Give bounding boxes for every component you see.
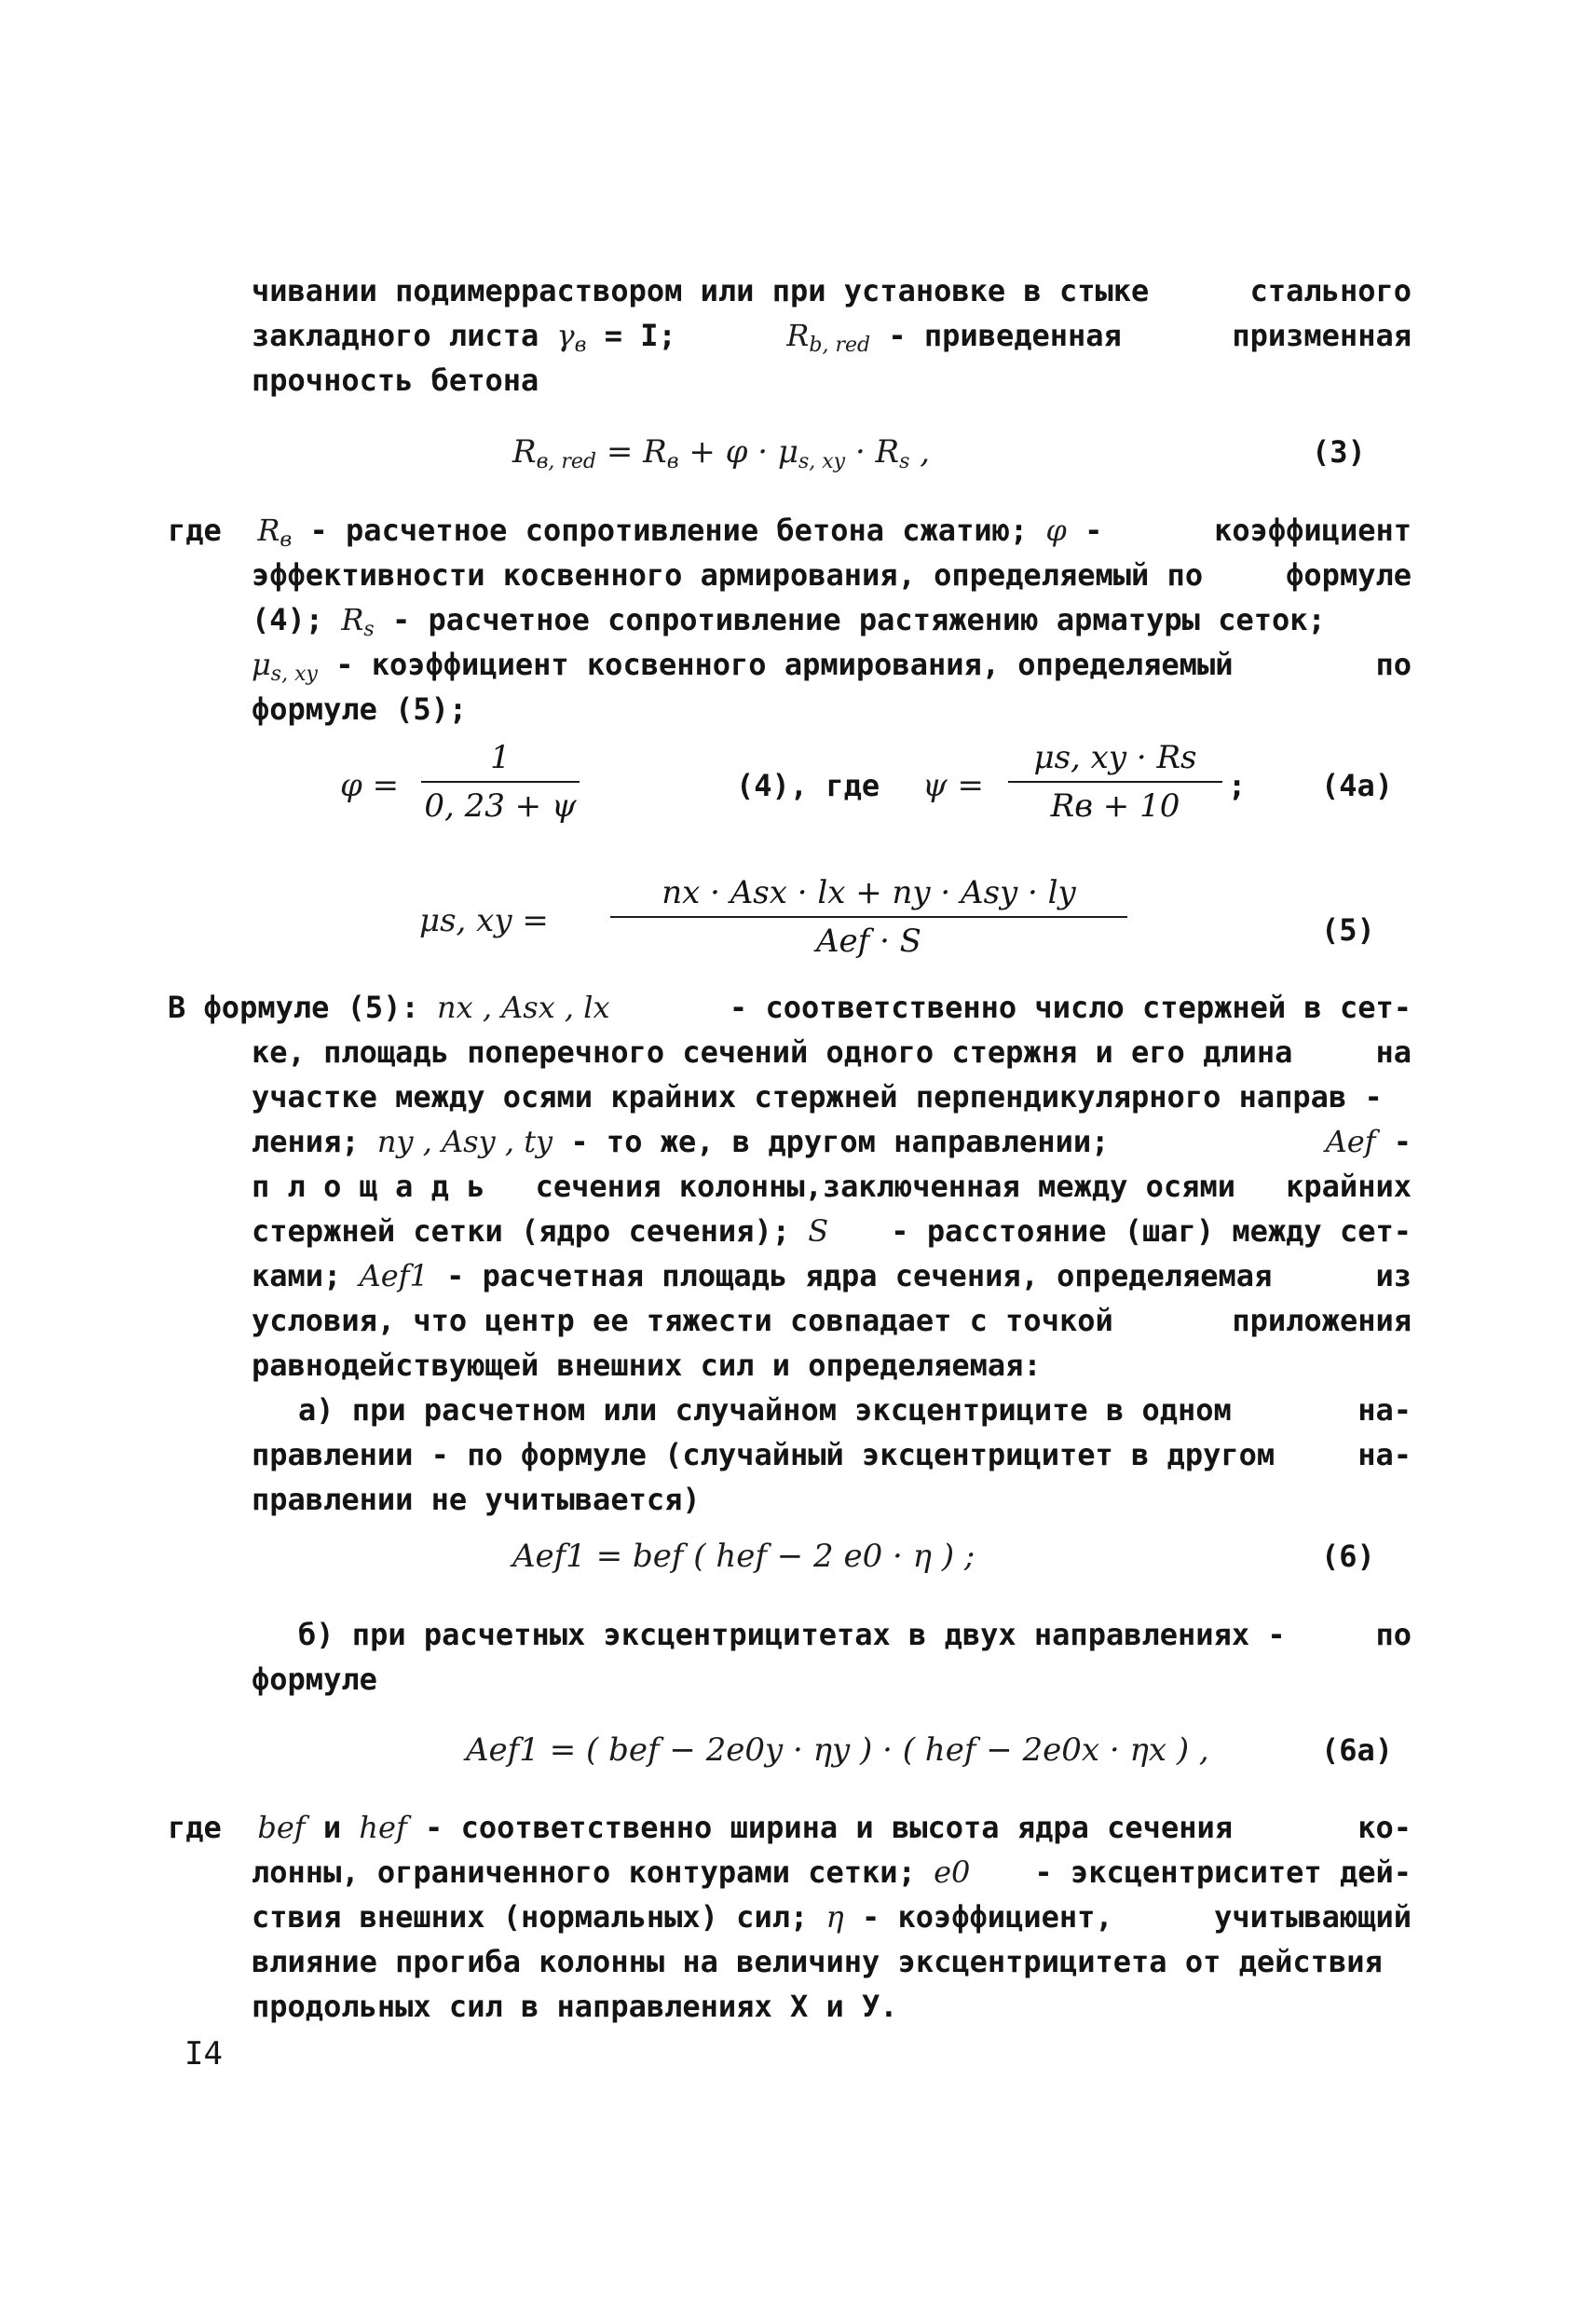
text: $\mu_{s, xy}$ - коэффициент косвенного армирования, определяемый (252, 647, 1234, 686)
text: - эксцентриситет дей- (1034, 1854, 1412, 1890)
text: ко- (1357, 1810, 1412, 1845)
intro-line-3: прочность бетона (252, 363, 539, 398)
equation-5-fraction: nx · Asx · lx + ny · Asy · ly Aef · S (610, 871, 1127, 963)
where2-line-1 (168, 1805, 1412, 1850)
text: призменная (1232, 318, 1412, 353)
text: б) при расчетных эксцентрицитетах в двух направлениях - (298, 1617, 1286, 1652)
text: а) при расчетном или случайном эксцентриците в одном (298, 1392, 1232, 1428)
case-a-line-1 (298, 1388, 1412, 1432)
where2-line-2 (252, 1850, 1412, 1895)
text: - расстояние (шаг) между сет- (891, 1213, 1412, 1249)
equation-4-lhs: φ = (340, 767, 400, 804)
equation-4a-fraction: μs, xy · Rs Rв + 10 (1008, 736, 1222, 828)
text: закладного листа $\gamma_в = I$; (252, 318, 676, 357)
text: на (1375, 1034, 1412, 1070)
para5-line-1 (168, 985, 1412, 1030)
text: формуле (1286, 557, 1412, 593)
intro-line-1 (252, 268, 1412, 313)
para5-line-4 (252, 1119, 1412, 1164)
page-number: I4 (184, 2035, 223, 2073)
text: по (1375, 1617, 1412, 1652)
para5-line-2 (252, 1030, 1412, 1074)
text: где $R_в$ - расчетное сопротивление бетона сжатию; φ - (168, 513, 1103, 552)
para5-line-5 (252, 1164, 1412, 1209)
para5-line-8 (252, 1298, 1412, 1343)
equation-6: Aef1 = bef ( hef − 2 e0 · η ) ; (512, 1538, 975, 1575)
where2-line-4: влияние прогиба колонны на величину эксцентрицитета от действия (252, 1944, 1383, 1979)
text: ления; ny , Asy , ty - то же, в другом направлении; (252, 1124, 1110, 1159)
equation-4a-semicolon: ; (1228, 768, 1247, 803)
equation-4a-number: (4а) (1321, 768, 1394, 803)
text: приложения (1232, 1303, 1412, 1338)
text: ками; Aef1 - расчетная площадь ядра сечения, определяемая (252, 1258, 1273, 1293)
case-b-line-1 (298, 1612, 1412, 1657)
where1-line-2 (252, 553, 1412, 597)
text: ке, площадь поперечного сечений одного стержня и его длина (252, 1034, 1293, 1070)
text: сечения колонны,заключенная между осями (535, 1169, 1235, 1204)
text: стержней сетки (ядро сечения); S (252, 1213, 829, 1249)
text: из (1375, 1258, 1412, 1293)
intro-line-2 (252, 313, 1412, 358)
equation-4a-lhs: ψ = (922, 767, 984, 804)
text: на- (1357, 1437, 1412, 1472)
text: крайних (1286, 1169, 1412, 1204)
equation-4-label: (4), где (736, 768, 880, 803)
equation-6a-number: (6а) (1321, 1732, 1394, 1768)
text: Aef - (1325, 1124, 1412, 1159)
where1-line-3: (4); $R_s$ - расчетное сопротивление растяжению арматуры сеток; (252, 602, 1326, 641)
equation-5-number: (5) (1321, 912, 1375, 948)
where1-line-4 (252, 642, 1412, 687)
text: по (1375, 647, 1412, 682)
text: учитывающий (1214, 1899, 1412, 1935)
equation-3: $R_{в, red} = R_в + \varphi \cdot \mu_{s, xy} \cdot R_s$ , (512, 433, 931, 473)
text: на- (1357, 1392, 1412, 1428)
text: где bef и hef - соответственно ширина и высота ядра сечения (168, 1810, 1233, 1845)
where1-line-1 (168, 508, 1412, 553)
where2-line-3 (252, 1895, 1412, 1939)
para5-line-9: равнодействующей внешних сил и определяемая: (252, 1348, 1042, 1383)
equation-4-fraction: 1 0, 23 + ψ (421, 736, 580, 828)
text: п л о щ а д ь (252, 1169, 485, 1204)
text: коэффициент (1214, 513, 1412, 548)
where1-line-5: формуле (5); (252, 691, 468, 727)
text: $R_{b, red}$ - приведенная (786, 318, 1122, 357)
case-b-line-2: формуле (252, 1662, 377, 1697)
para5-line-6 (252, 1209, 1412, 1253)
text: ствия внешних (нормальных) сил; η - коэффициент, (252, 1899, 1113, 1935)
text: - соответственно число стержней в сет- (729, 990, 1412, 1025)
case-a-line-3: правлении не учитывается) (252, 1482, 701, 1517)
para5-line-3: участке между осями крайних стержней перпендикулярного направ - (252, 1079, 1383, 1115)
text: условия, что центр ее тяжести совпадает с точкой (252, 1303, 1113, 1338)
equation-6a: Aef1 = ( bef − 2e0y · ηy ) · ( hef − 2e0x · ηx ) , (466, 1731, 1209, 1769)
para5-line-7 (252, 1253, 1412, 1298)
equation-3-number: (3) (1312, 434, 1366, 470)
text: чивании подимерраствором или при установке в стыке (252, 273, 1150, 308)
case-a-line-2 (252, 1432, 1412, 1477)
text: лонны, ограниченного контурами сетки; e0 (252, 1854, 971, 1890)
text: правлении - по формуле (случайный эксцентрицитет в другом (252, 1437, 1275, 1472)
where2-line-5: продольных сил в направлениях X и У. (252, 1989, 898, 2024)
text: стального (1249, 273, 1412, 308)
equation-5-lhs: μs, xy = (419, 902, 549, 939)
text: эффективности косвенного армирования, определяемый по (252, 557, 1204, 593)
text: В формуле (5): nx , Asx , lx (168, 990, 610, 1025)
equation-6-number: (6) (1321, 1539, 1375, 1574)
